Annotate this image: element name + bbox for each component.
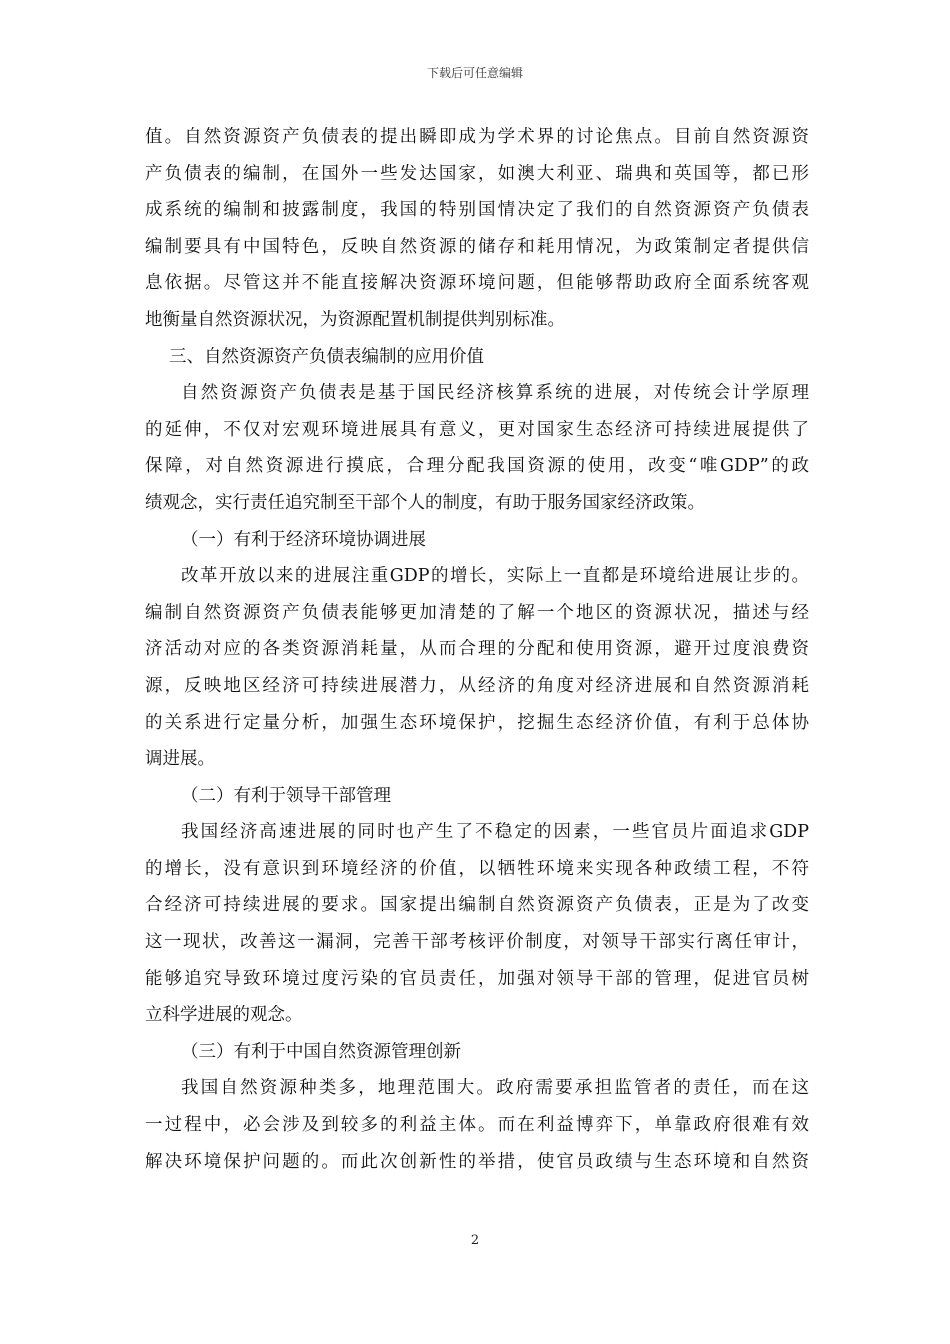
- body-line: 产负债表的编制，在国外一些发达国家，如澳大利亚、瑞典和英国等，都已形: [145, 163, 809, 184]
- body-line: 调进展。: [145, 749, 215, 770]
- body-line: 源，反映地区经济可持续进展潜力，从经济的角度对经济进展和自然资源消耗: [145, 675, 809, 696]
- body-line: 地衡量自然资源状况，为资源配置机制提供判别标准。: [145, 309, 565, 330]
- paragraph-first-line: 我国经济高速进展的同时也产生了不稳定的因素，一些官员片面追求GDP: [181, 822, 809, 843]
- subsection-heading: （三）有利于中国自然资源管理创新: [181, 1041, 461, 1062]
- body-line: 的关系进行定量分析，加强生态环境保护，挖掘生态经济价值，有利于总体协: [145, 712, 809, 733]
- paragraph-first-line: 我国自然资源种类多，地理范围大。政府需要承担监管者的责任，而在这: [181, 1078, 809, 1099]
- body-line: 息依据。尽管这并不能直接解决资源环境问题，但能够帮助政府全面系统客观: [145, 273, 809, 294]
- body-line: 济活动对应的各类资源消耗量，从而合理的分配和使用资源，避开过度浪费资: [145, 639, 809, 660]
- body-line: 成系统的编制和披露制度，我国的特别国情决定了我们的自然资源资产负债表: [145, 200, 809, 221]
- body-line: 立科学进展的观念。: [145, 1005, 303, 1026]
- body-line: 合经济可持续进展的要求。国家提出编制自然资源资产负债表，正是为了改变: [145, 895, 809, 916]
- body-line: 能够追究导致环境过度污染的官员责任，加强对领导干部的管理，促进官员树: [145, 968, 809, 989]
- section-heading: 三、自然资源资产负债表编制的应用价值: [169, 346, 484, 367]
- page-header: 下载后可任意编辑: [426, 66, 523, 80]
- body-line: 值。自然资源资产负债表的提出瞬即成为学术界的讨论焦点。目前自然资源资: [145, 127, 809, 147]
- page-number: 2: [470, 1233, 480, 1248]
- body-line: 解决环境保护问题的。而此次创新性的举措，使官员政绩与生态环境和自然资: [145, 1151, 809, 1172]
- body-line: 的延伸，不仅对宏观环境进展具有意义，更对国家生态经济可持续进展提供了: [145, 419, 809, 440]
- subsection-heading: （一）有利于经济环境协调进展: [181, 529, 426, 550]
- paragraph-first-line: 自然资源资产负债表是基于国民经济核算系统的进展，对传统会计学原理: [181, 383, 809, 404]
- document-body: [145, 122, 809, 1183]
- subsection-heading: （二）有利于领导干部管理: [181, 785, 391, 806]
- body-line: 的增长，没有意识到环境经济的价值，以牺牲环境来实现各种政绩工程，不符: [145, 858, 809, 879]
- body-line: 编制自然资源资产负债表能够更加清楚的了解一个地区的资源状况，描述与经: [145, 602, 809, 623]
- body-line: 编制要具有中国特色，反映自然资源的储存和耗用情况，为政策制定者提供信: [145, 236, 809, 257]
- body-line: 一过程中，必会涉及到较多的利益主体。而在利益博弈下，单靠政府很难有效: [145, 1115, 809, 1136]
- body-line: 绩观念，实行责任追究制至干部个人的制度，有助于服务国家经济政策。: [145, 492, 705, 513]
- body-line: 这一现状，改善这一漏洞，完善干部考核评价制度，对领导干部实行离任审计，: [145, 932, 809, 953]
- body-line: 保障，对自然资源进行摸底，合理分配我国资源的使用，改变“唯GDP”的政: [145, 456, 809, 477]
- paragraph-first-line: 改革开放以来的进展注重GDP的增长，实际上一直都是环境给进展让步的。: [181, 566, 809, 587]
